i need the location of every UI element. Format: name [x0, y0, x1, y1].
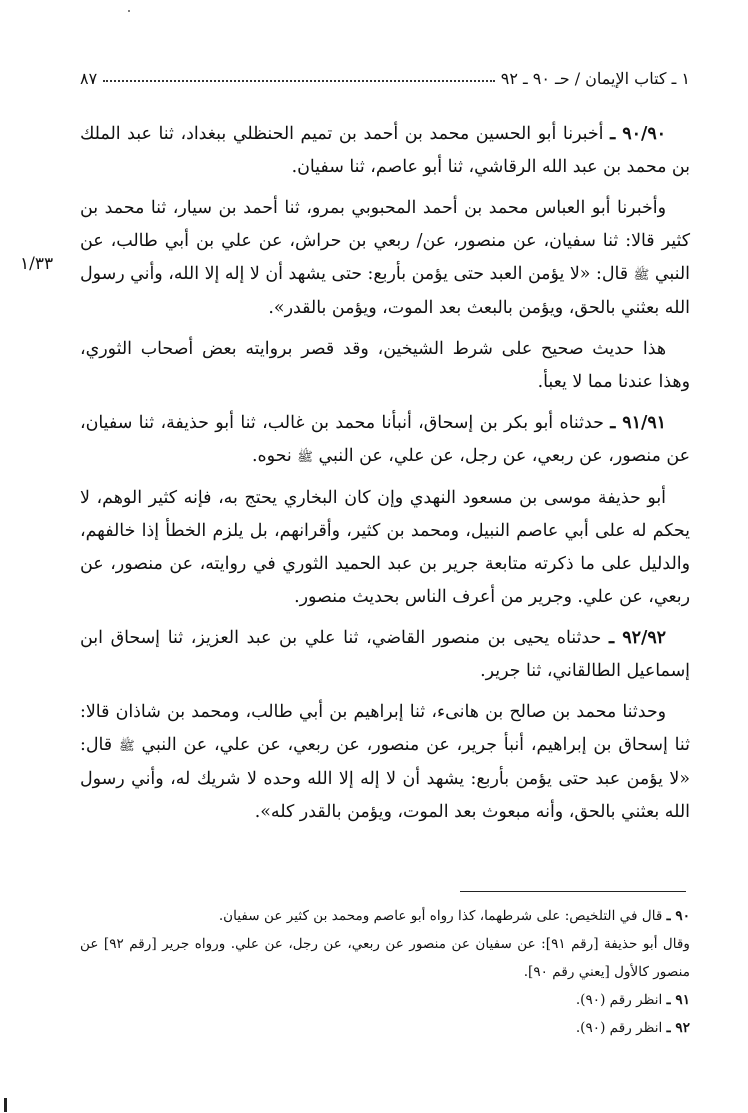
margin-reference: ١/٣٣	[20, 254, 54, 274]
header-dot-leader	[103, 80, 495, 82]
running-header	[80, 62, 690, 88]
paragraph-text: قال: «لا يؤمن عبد حتى يؤمن بأربع: يشهد أن لا إله إلا الله وحده لا شريك له، وأني رسول الله بعثني بالحق، وأنه مبعوث بعد الموت، ويؤمن بالقدر كله».	[80, 735, 690, 822]
salutation-glyph: ﷺ	[297, 450, 313, 465]
footnote-90-continued	[80, 930, 690, 986]
page-corner-mark	[4, 1098, 7, 1112]
hadith-number: ٩١/٩١ ـ	[610, 413, 666, 433]
paragraph-text: أبو حذيفة موسى بن مسعود النهدي وإن كان البخاري يحتج به، فإنه كثير الوهم، لا يحكم له على أبي عاصم النبيل، ومحمد بن كثير، وأقرانهم، بل يلزم الخطأ إذا خالفهم، والدليل على ما ذكرته متابعة جرير بن عبد الحميد الثوري في روايته، عن منصور، عن ربعي، عن علي. وجرير من أعرف الناس بحديث منصور.	[80, 488, 690, 607]
footnote-90	[80, 902, 690, 930]
paragraph-text: حدثناه يحيى بن منصور القاضي، ثنا علي بن عبد العزيز، ثنا إسحاق ابن إسماعيل الطالقاني، ثنا جرير.	[80, 628, 690, 681]
paragraph-text: أخبرنا أبو الحسين محمد بن أحمد بن تميم الحنظلي ببغداد، ثنا عبد الملك بن محمد بن عبد الله الرقاشي، ثنا أبو عاصم، ثنا سفيان.	[80, 124, 690, 177]
footnote-text: وقال أبو حذيفة [رقم ٩١]: عن سفيان عن منصور عن ربعي، عن رجل، عن علي. ورواه جرير [رقم ٩٢] عن منصور كالأول [يعني رقم ٩٠].	[80, 936, 690, 980]
footnote-text: انظر رقم (٩٠).	[575, 1020, 663, 1036]
header-title: ١ ـ كتاب الإيمان / حـ ٩٠ ـ ٩٢	[500, 69, 690, 88]
grading-comment	[80, 333, 690, 399]
narrator-comment	[80, 482, 690, 614]
footnote-text: انظر رقم (٩٠).	[575, 992, 663, 1008]
hadith-number: ٩٠/٩٠ ـ	[610, 124, 666, 144]
hadith-number: ٩٢/٩٢ ـ	[608, 628, 666, 648]
footnote-91	[80, 986, 690, 1014]
footnote-92	[80, 1014, 690, 1042]
main-text	[80, 118, 690, 837]
top-speck	[128, 10, 130, 12]
hadith-92-text	[80, 696, 690, 829]
salutation-glyph: ﷺ	[118, 739, 135, 754]
paragraph-text: هذا حديث صحيح على شرط الشيخين، وقد قصر بروايته بعض أصحاب الثوري، وهذا عندنا مما لا يعبأ.	[80, 339, 690, 392]
hadith-90-text	[80, 192, 690, 325]
paragraph-text: وأخبرنا أبو العباس محمد بن أحمد المحبوبي بمرو، ثنا أحمد بن سيار، ثنا محمد بن كثير قالا: ثنا سفيان، عن منصور، عن/ ربعي بن حراش، عن علي بن أبي طالب، عن النبي	[80, 198, 691, 284]
paragraph-text: نحوه.	[252, 446, 292, 466]
footnote-number: ٩١ ـ	[666, 992, 690, 1008]
footnote-number: ٩٢ ـ	[666, 1020, 690, 1036]
salutation-glyph: ﷺ	[633, 268, 650, 283]
paragraph-text: قال: «لا يؤمن العبد حتى يؤمن بأربع: حتى يشهد أن لا إله إلا الله، وأني رسول الله بعثني بالحق، ويؤمن بالبعث بعد الموت، ويؤمن بالقدر».	[80, 264, 690, 318]
page-number: ٨٧	[80, 69, 98, 88]
hadith-91	[80, 407, 690, 474]
paragraph-text: حدثناه أبو بكر بن إسحاق، أنبأنا محمد بن غالب، ثنا أبو حذيفة، ثنا سفيان، عن منصور، عن ربعي، عن رجل، عن علي، عن النبي	[80, 413, 690, 466]
footnote-number: ٩٠ ـ	[666, 908, 690, 924]
hadith-90-chain	[80, 118, 690, 184]
footnote-text: قال في التلخيص: على شرطهما، كذا رواه أبو عاصم ومحمد بن كثير عن سفيان.	[218, 908, 663, 924]
hadith-92-chain	[80, 622, 690, 688]
footnotes	[80, 902, 690, 1042]
footnote-divider	[460, 891, 686, 892]
paragraph-text: وحدثنا محمد بن صالح بن هانىء، ثنا إبراهيم بن أبي طالب، ومحمد بن شاذان قالا: ثنا إسحاق بن إبراهيم، أنبأ جرير، عن منصور، عن ربعي، عن علي، عن النبي	[80, 702, 691, 755]
